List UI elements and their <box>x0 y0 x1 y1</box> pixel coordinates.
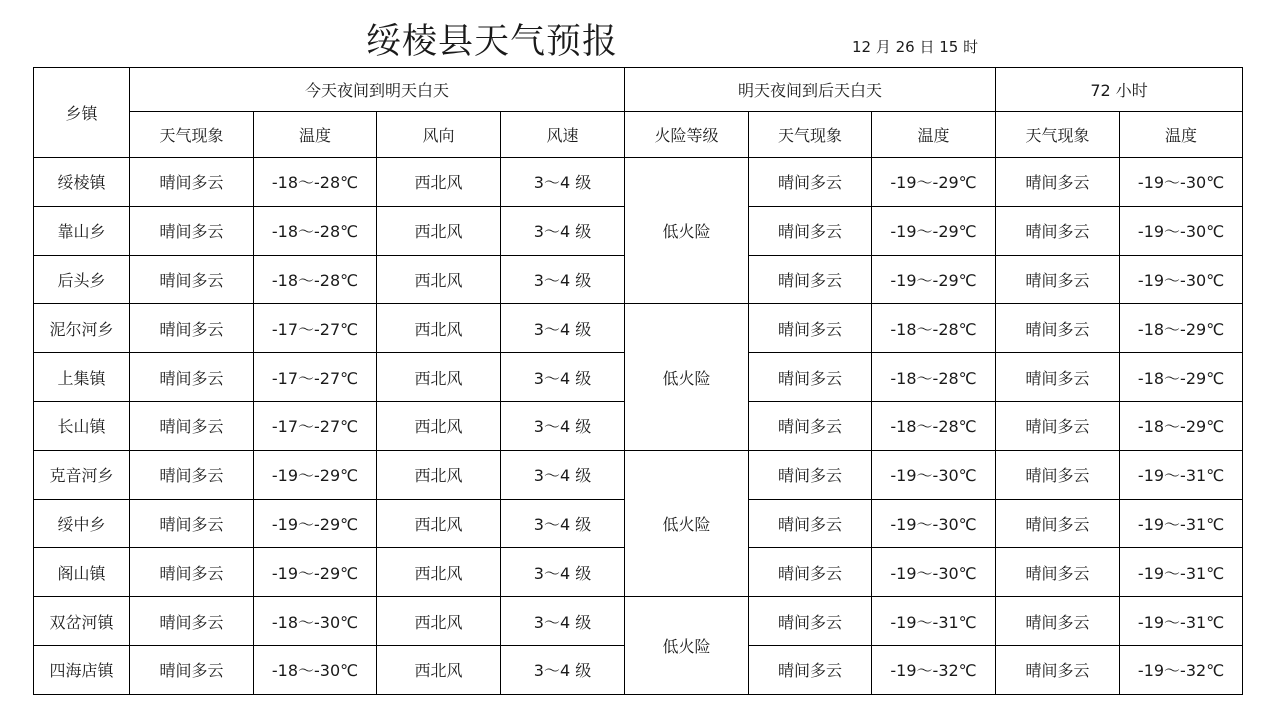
weather-cell: 晴间多云 <box>130 499 254 548</box>
wind-direction-cell: 西北风 <box>377 158 501 207</box>
wind-direction-cell: 西北风 <box>377 597 501 646</box>
weather-cell-72h: 晴间多云 <box>996 645 1120 694</box>
wind-direction-cell: 西北风 <box>377 499 501 548</box>
temperature-cell-day2: -19～-29℃ <box>872 206 996 255</box>
temperature-cell: -19～-29℃ <box>254 499 377 548</box>
table-row <box>34 450 1243 499</box>
wind-speed-cell: 3～4 级 <box>501 645 625 694</box>
weather-cell-72h: 晴间多云 <box>996 255 1120 304</box>
weather-cell-72h: 晴间多云 <box>996 304 1120 353</box>
temperature-cell-day2: -19～-30℃ <box>872 450 996 499</box>
temperature-cell: -19～-29℃ <box>254 450 377 499</box>
weather-cell-72h: 晴间多云 <box>996 158 1120 207</box>
wind-speed-cell: 3～4 级 <box>501 597 625 646</box>
issue-timestamp: 12 月 26 日 15 时 <box>852 38 979 56</box>
temperature-cell: -18～-28℃ <box>254 255 377 304</box>
weather-cell-72h: 晴间多云 <box>996 597 1120 646</box>
table-row <box>34 158 1243 207</box>
temperature-cell-72h: -19～-31℃ <box>1120 548 1243 597</box>
temperature-cell-72h: -19～-30℃ <box>1120 206 1243 255</box>
weather-cell-day2: 晴间多云 <box>749 401 872 450</box>
weather-cell-72h: 晴间多云 <box>996 499 1120 548</box>
temperature-cell-day2: -18～-28℃ <box>872 304 996 353</box>
weather-cell: 晴间多云 <box>130 645 254 694</box>
fire-risk-cell: 低火险 <box>625 597 749 695</box>
wind-direction-cell: 西北风 <box>377 304 501 353</box>
weather-cell: 晴间多云 <box>130 597 254 646</box>
township-name: 克音河乡 <box>34 450 130 499</box>
temperature-cell-day2: -19～-32℃ <box>872 645 996 694</box>
township-name: 泥尔河乡 <box>34 304 130 353</box>
temperature-cell: -17～-27℃ <box>254 353 377 402</box>
sub-header-weather-72h: 天气现象 <box>996 112 1120 158</box>
wind-speed-cell: 3～4 级 <box>501 499 625 548</box>
sub-header-wind-direction: 风向 <box>377 112 501 158</box>
weather-cell-day2: 晴间多云 <box>749 304 872 353</box>
weather-cell-day2: 晴间多云 <box>749 597 872 646</box>
wind-direction-cell: 西北风 <box>377 645 501 694</box>
temperature-cell-day2: -19～-30℃ <box>872 548 996 597</box>
temperature-cell-72h: -18～-29℃ <box>1120 353 1243 402</box>
fire-risk-cell: 低火险 <box>625 158 749 304</box>
weather-cell-day2: 晴间多云 <box>749 499 872 548</box>
weather-cell-72h: 晴间多云 <box>996 353 1120 402</box>
weather-cell-72h: 晴间多云 <box>996 450 1120 499</box>
temperature-cell-day2: -19～-29℃ <box>872 158 996 207</box>
township-name: 后头乡 <box>34 255 130 304</box>
weather-cell-72h: 晴间多云 <box>996 401 1120 450</box>
township-name: 绥中乡 <box>34 499 130 548</box>
fire-risk-cell: 低火险 <box>625 450 749 596</box>
group-header-tonight-tomorrow: 今天夜间到明天白天 <box>130 68 625 112</box>
temperature-cell: -17～-27℃ <box>254 304 377 353</box>
temperature-cell-72h: -19～-30℃ <box>1120 255 1243 304</box>
sub-header-temperature: 温度 <box>254 112 377 158</box>
township-name: 绥棱镇 <box>34 158 130 207</box>
sub-header-row <box>34 112 1243 158</box>
temperature-cell-72h: -19～-31℃ <box>1120 450 1243 499</box>
group-header-row <box>34 68 1243 112</box>
temperature-cell-72h: -18～-29℃ <box>1120 401 1243 450</box>
temperature-cell-72h: -19～-30℃ <box>1120 158 1243 207</box>
weather-cell-day2: 晴间多云 <box>749 353 872 402</box>
weather-cell-day2: 晴间多云 <box>749 255 872 304</box>
wind-direction-cell: 西北风 <box>377 548 501 597</box>
weather-cell: 晴间多云 <box>130 304 254 353</box>
weather-cell-day2: 晴间多云 <box>749 645 872 694</box>
township-name: 四海店镇 <box>34 645 130 694</box>
sub-header-weather-day2: 天气现象 <box>749 112 872 158</box>
wind-speed-cell: 3～4 级 <box>501 401 625 450</box>
wind-speed-cell: 3～4 级 <box>501 206 625 255</box>
wind-direction-cell: 西北风 <box>377 206 501 255</box>
group-header-tomorrow-night-day-after: 明天夜间到后天白天 <box>625 68 996 112</box>
weather-cell-day2: 晴间多云 <box>749 548 872 597</box>
weather-cell: 晴间多云 <box>130 450 254 499</box>
sub-header-temperature-72h: 温度 <box>1120 112 1243 158</box>
township-name: 长山镇 <box>34 401 130 450</box>
township-name: 双岔河镇 <box>34 597 130 646</box>
wind-direction-cell: 西北风 <box>377 255 501 304</box>
temperature-cell: -18～-28℃ <box>254 158 377 207</box>
weather-cell-day2: 晴间多云 <box>749 158 872 207</box>
temperature-cell-day2: -19～-31℃ <box>872 597 996 646</box>
temperature-cell-day2: -18～-28℃ <box>872 401 996 450</box>
wind-speed-cell: 3～4 级 <box>501 158 625 207</box>
temperature-cell: -17～-27℃ <box>254 401 377 450</box>
weather-cell: 晴间多云 <box>130 548 254 597</box>
temperature-cell: -18～-30℃ <box>254 645 377 694</box>
temperature-cell-72h: -19～-31℃ <box>1120 597 1243 646</box>
sub-header-wind-speed: 风速 <box>501 112 625 158</box>
temperature-cell-day2: -19～-29℃ <box>872 255 996 304</box>
weather-cell-day2: 晴间多云 <box>749 206 872 255</box>
weather-cell-72h: 晴间多云 <box>996 206 1120 255</box>
weather-cell: 晴间多云 <box>130 206 254 255</box>
wind-speed-cell: 3～4 级 <box>501 548 625 597</box>
weather-cell: 晴间多云 <box>130 255 254 304</box>
township-name: 阁山镇 <box>34 548 130 597</box>
temperature-cell-72h: -18～-29℃ <box>1120 304 1243 353</box>
weather-cell: 晴间多云 <box>130 353 254 402</box>
wind-direction-cell: 西北风 <box>377 401 501 450</box>
wind-direction-cell: 西北风 <box>377 450 501 499</box>
temperature-cell: -19～-29℃ <box>254 548 377 597</box>
temperature-cell-72h: -19～-32℃ <box>1120 645 1243 694</box>
wind-speed-cell: 3～4 级 <box>501 450 625 499</box>
forecast-table <box>33 67 1243 695</box>
group-header-72h: 72 小时 <box>996 68 1243 112</box>
temperature-cell-day2: -19～-30℃ <box>872 499 996 548</box>
wind-speed-cell: 3～4 级 <box>501 304 625 353</box>
page-title: 绥棱县天气预报 <box>366 22 619 62</box>
temperature-cell-72h: -19～-31℃ <box>1120 499 1243 548</box>
weather-cell-day2: 晴间多云 <box>749 450 872 499</box>
sub-header-fire-risk: 火险等级 <box>625 112 749 158</box>
table-row <box>34 597 1243 646</box>
weather-cell-72h: 晴间多云 <box>996 548 1120 597</box>
wind-direction-cell: 西北风 <box>377 353 501 402</box>
township-header: 乡镇 <box>34 68 130 158</box>
township-name: 上集镇 <box>34 353 130 402</box>
sub-header-temperature-day2: 温度 <box>872 112 996 158</box>
township-name: 靠山乡 <box>34 206 130 255</box>
wind-speed-cell: 3～4 级 <box>501 353 625 402</box>
weather-cell: 晴间多云 <box>130 158 254 207</box>
wind-speed-cell: 3～4 级 <box>501 255 625 304</box>
temperature-cell: -18～-28℃ <box>254 206 377 255</box>
temperature-cell-day2: -18～-28℃ <box>872 353 996 402</box>
weather-cell: 晴间多云 <box>130 401 254 450</box>
table-row <box>34 304 1243 353</box>
temperature-cell: -18～-30℃ <box>254 597 377 646</box>
fire-risk-cell: 低火险 <box>625 304 749 450</box>
sub-header-weather: 天气现象 <box>130 112 254 158</box>
